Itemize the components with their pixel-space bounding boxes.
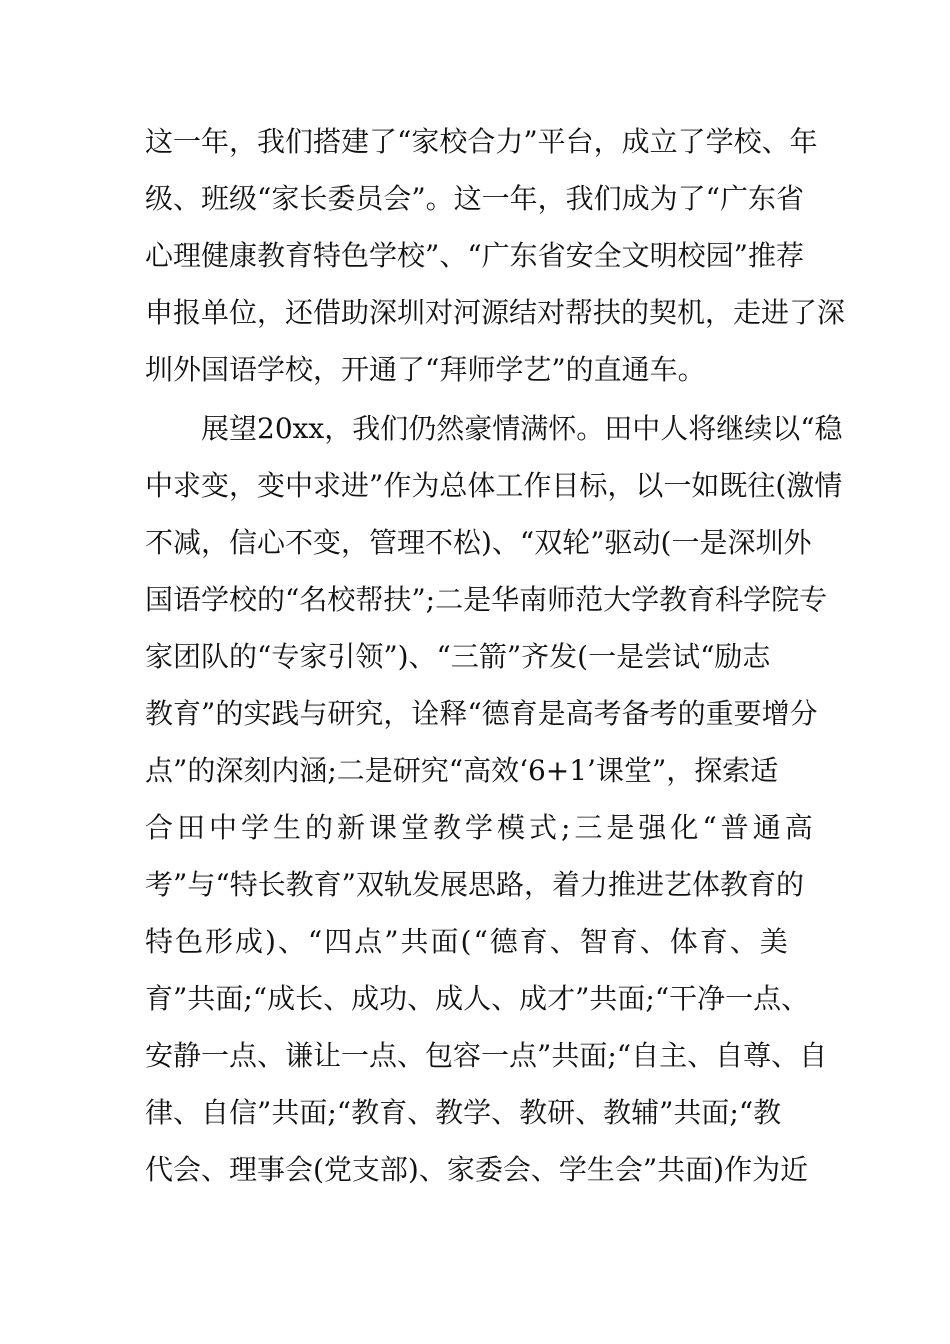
text-line: 中求变，变中求进”作为总体工作目标，以一如既往(激情 <box>145 469 843 502</box>
text-line: 律、自信”共面;“教育、教学、教研、教辅”共面;“教 <box>145 1096 782 1129</box>
paragraph-first-line: 展望20xx，我们仍然豪情满怀。田中人将继续以“稳 <box>201 412 843 445</box>
text-line: 安静一点、谦让一点、包容一点”共面;“自主、自尊、自 <box>145 1039 828 1072</box>
text-line: 级、班级“家长委员会”。这一年，我们成为了“广东省 <box>145 182 804 215</box>
text-line: 家团队的“专家引领”)、“三箭”齐发(一是尝试“励志 <box>145 640 771 673</box>
text-line: 这一年，我们搭建了“家校合力”平台，成立了学校、年 <box>145 125 818 158</box>
text-line: 不减，信心不变，管理不松)、“双轮”驱动(一是深圳外 <box>145 526 812 559</box>
text-line: 特色形成)、“四点”共面(“德育、智育、体育、美 <box>145 925 790 958</box>
text-line: 国语学校的“名校帮扶”;二是华南师范大学教育科学院专 <box>145 583 828 616</box>
text-line: 心理健康教育特色学校”、“广东省安全文明校园”推荐 <box>145 239 804 272</box>
text-line: 合田中学生的新课堂教学模式;三是强化“普通高 <box>145 811 817 844</box>
text-line: 育”共面;“成长、成功、成人、成才”共面;“干净一点、 <box>145 982 810 1015</box>
text-line: 点”的深刻内涵;二是研究“高效‘6+1’课堂”，探索适 <box>145 754 779 787</box>
text-line: 代会、理事会(党支部)、家委会、学生会”共面)作为近 <box>145 1153 809 1186</box>
text-line: 圳外国语学校，开通了“拜师学艺”的直通车。 <box>145 353 706 386</box>
text-line: 教育”的实践与研究，诠释“德育是高考备考的重要增分 <box>145 697 818 730</box>
text-line: 考”与“特长教育”双轨发展思路，着力推进艺体教育的 <box>145 868 804 901</box>
text-line: 申报单位，还借助深圳对河源结对帮扶的契机，走进了深 <box>145 296 846 329</box>
